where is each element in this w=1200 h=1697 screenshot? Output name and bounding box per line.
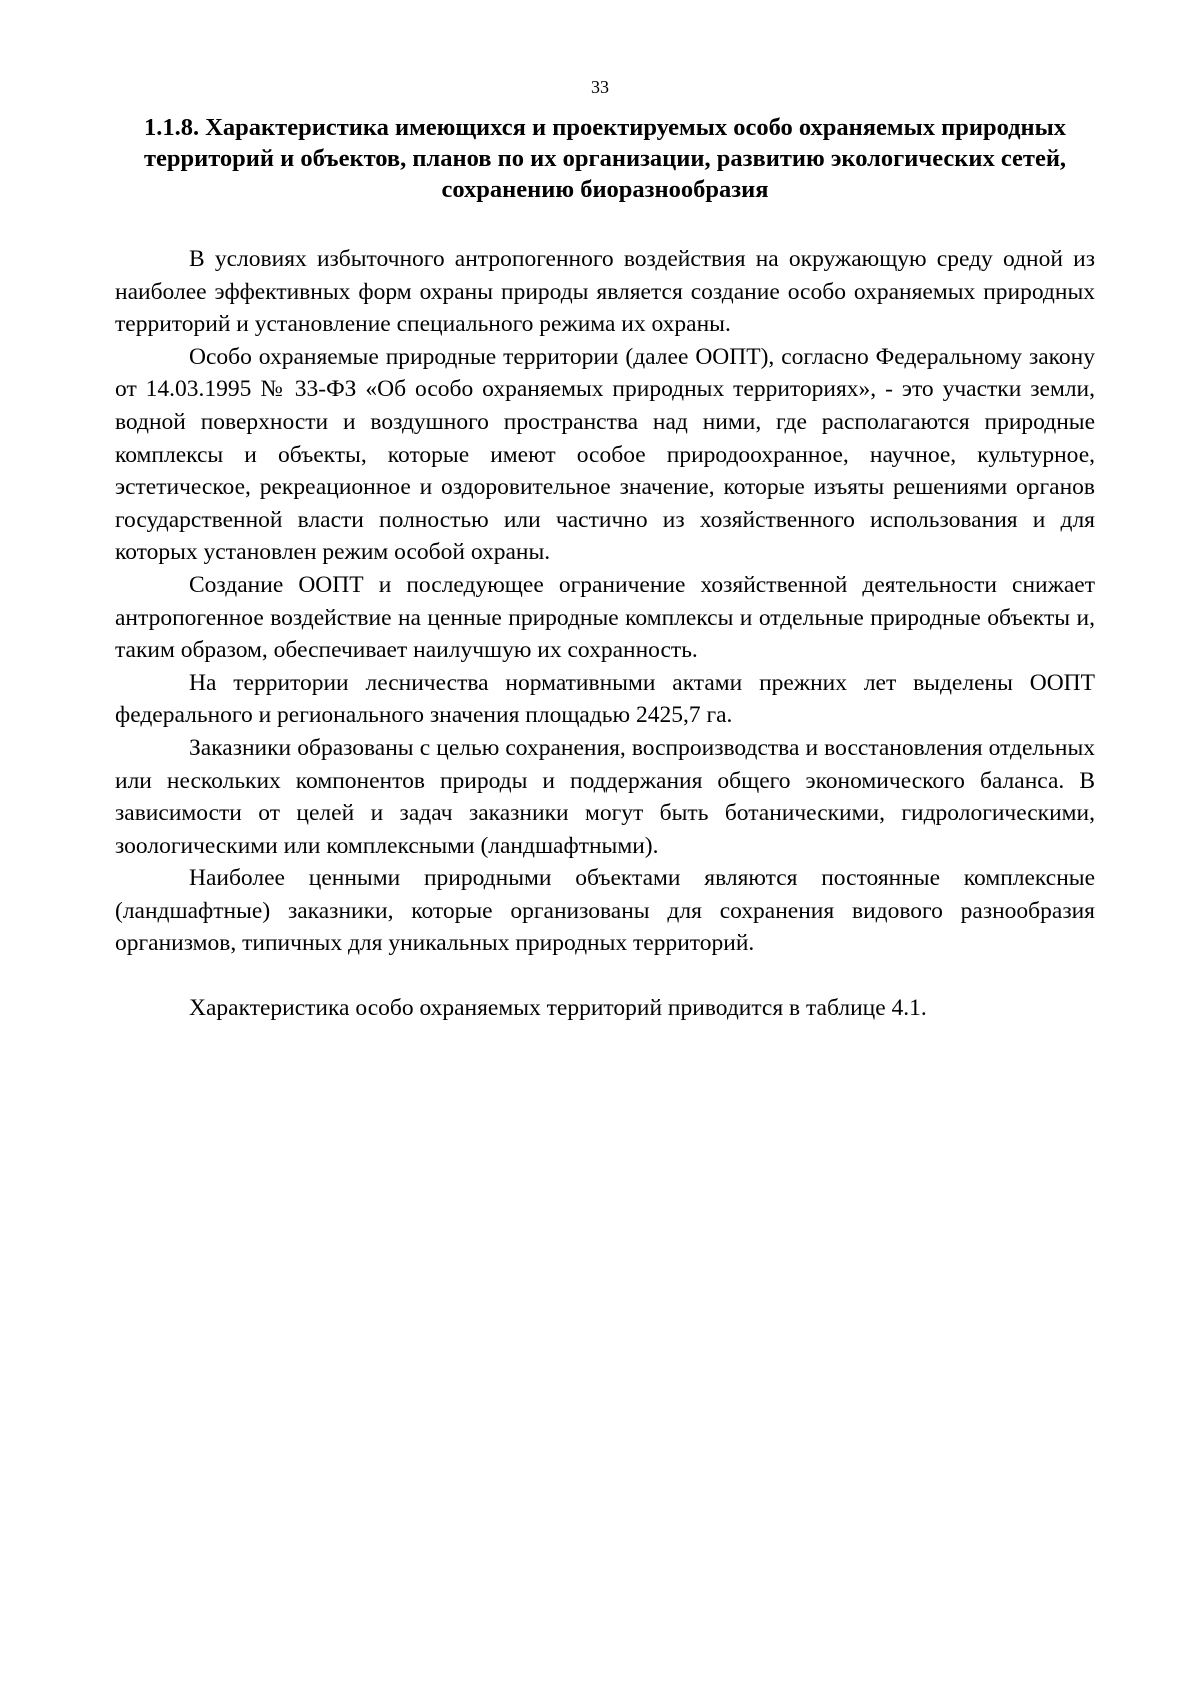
paragraph-oopt-definition: Особо охраняемые природные территории (далее ООПТ), согласно Федеральному закону от 14.03.1995 № 33-ФЗ «Об особо охраняемых природных территориях», - это участки земли, водной поверхности и воздушного пространства над ними, где располагаются природные комплексы и объекты, которые имеют особое природоохранное, научное, культурное, эстетическое, рекреационное и оздоровительное значение, которые изъяты решениями органов государственной власти полностью или частично из хозяйственного использования и для которых установлен режим особой охраны.	[115, 343, 1095, 566]
paragraph-oopt-creation: Создание ООПТ и последующее ограничение хозяйственной деятельности снижает антропогенное воздействие на ценные природные комплексы и отдельные природные объекты и, таким образом, обеспечивает наилучшую их сохранность.	[115, 571, 1095, 664]
paragraph-oopt-area: На территории лесничества нормативными актами прежних лет выделены ООПТ федерального и регионального значения площадью 2425,7 га.	[115, 669, 1095, 729]
paragraph-table-reference: Характеристика особо охраняемых территорий приводится в таблице 4.1.	[189, 995, 927, 1022]
paragraph-intro: В условиях избыточного антропогенного воздействия на окружающую среду одной из наиболее эффективных форм охраны природы является создание особо охраняемых природных территорий и установление специального режима их охраны.	[115, 246, 1095, 338]
document-body	[115, 112, 1095, 1025]
paragraph-reserves-value: Наиболее ценными природными объектами являются постоянные комплексные (ландшафтные) заказники, которые организованы для сохранения видового разнообразия организмов, типичных для уникальных природных территорий.	[115, 865, 1095, 957]
section-heading: 1.1.8. Характеристика имеющихся и проектируемых особо охраняемых природных территорий и объектов, планов по их организации, развитию экологических сетей, сохранению биоразнообразия	[143, 114, 1067, 203]
paragraph-reserves-purpose: Заказники образованы с целью сохранения, воспроизводства и восстановления отдельных или нескольких компонентов природы и поддержания общего экономического баланса. В зависимости от целей и задач заказники могут быть ботаническими, гидрологическими, зоологическими или комплексными (ландшафтными).	[115, 734, 1095, 859]
page-number: 33	[591, 77, 609, 97]
